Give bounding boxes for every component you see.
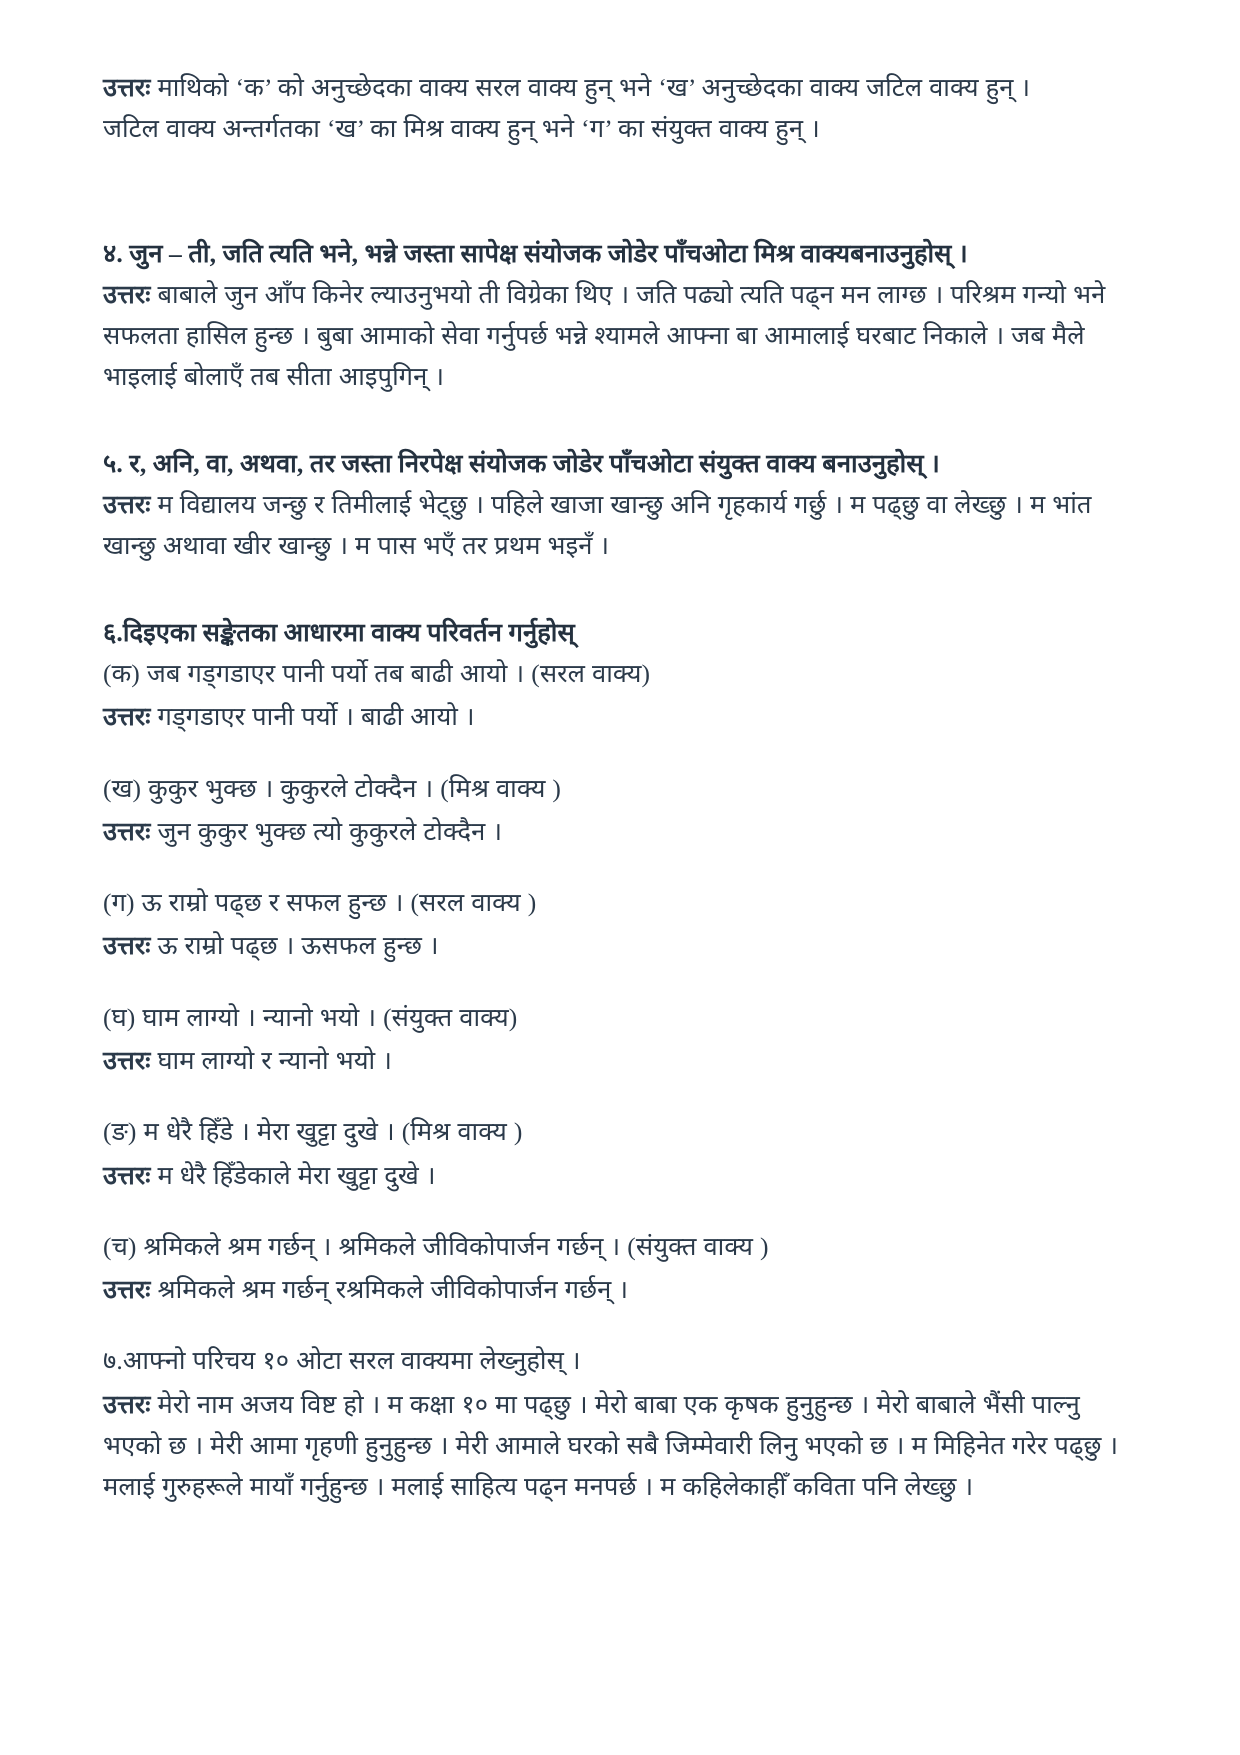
question-6-answer-text-gha: घाम लाग्यो र न्यानो भयो । — [150, 1046, 393, 1075]
intro-answer-line-1 — [103, 67, 1132, 108]
question-6-answer-text-ka: गड्गडाएर पानी पर्यो । बाढी आयो । — [150, 702, 475, 732]
question-6-heading: ६.दिइएका सङ्केतका आधारमा वाक्य परिवर्तन गर्नुहोस् — [103, 617, 575, 647]
question-6-answer-ka — [103, 696, 1132, 737]
question-4-answer-text: बाबाले जुन आँप किनेर ल्याउनुभयो ती विग्रेका थिए । जति पढ्यो त्यति पढ्न मन लाग्छ । परिश्रम गन्यो भने सफलता हासिल हुन्छ । बुबा आमाको सेवा गर्नुपर्छ भन्ने श्यामले आफ्ना बा आमालाई घरबाट निकाले । जब मैले भाइलाई बोलाएँ तब सीता आइपुगिन् । — [103, 279, 1106, 392]
spacer — [103, 1196, 1132, 1226]
question-5-answer — [103, 484, 1132, 567]
spacer — [103, 738, 1132, 768]
question-6-answer-ga — [103, 925, 1132, 966]
answer-lead-label: उत्तरः — [103, 816, 151, 846]
intro-answer-text-1: माथिको ‘क’ को अनुच्छेदका वाक्य सरल वाक्य हुन् भने ‘ख’ अनुच्छेदका वाक्य जटिल वाक्य हुन् । — [150, 73, 1031, 102]
question-6-item-cha — [103, 1226, 1132, 1311]
question-6-answer-nga — [103, 1155, 1132, 1196]
spacer — [103, 150, 1132, 234]
question-6-answer-text-ga: ऊ राम्रो पढ्छ । ऊसफल हुन्छ । — [150, 931, 439, 961]
question-4-heading: ४. जुन – ती, जति त्यति भने, भन्ने जस्ता सापेक्ष संयोजक जोडेर पाँचओटा मिश्र वाक्यबनाउनुहोस् । — [103, 238, 968, 268]
question-6-prompt-ka: (क) जब गड्गडाएर पानी पर्यो तब बाढी आयो । (सरल वाक्य) — [103, 658, 651, 688]
question-6-answer-text-cha: श्रमिकले श्रम गर्छन् रश्रमिकले जीविकोपार्जन गर्छन् । — [150, 1275, 629, 1305]
spacer — [103, 852, 1132, 882]
question-6-item-gha — [103, 997, 1132, 1082]
question-7-heading: ७.आफ्नो परिचय १० ओटा सरल वाक्यमा लेख्नुहोस् । — [103, 1346, 581, 1376]
answer-lead-label: उत्तरः — [103, 73, 151, 102]
question-6-prompt-gha: (घ) घाम लाग्यो । न्यानो भयो । (संयुक्त वाक्य) — [103, 1002, 518, 1032]
spacer — [103, 1081, 1132, 1111]
question-6-prompt-kha: (ख) कुकुर भुक्छ । कुकुरले टोक्दैन । (मिश्र वाक्य ) — [103, 773, 562, 803]
answer-lead-label: उत्तरः — [103, 702, 151, 732]
intro-answer-line-2: जटिल वाक्य अन्तर्गतका ‘ख’ का मिश्र वाक्य हुन् भने ‘ग’ का संयुक्त वाक्य हुन् । — [103, 114, 820, 144]
question-4-group — [103, 234, 1132, 398]
question-6-answer-text-nga: म धेरै हिँडेकाले मेरा खुट्टा दुखे । — [150, 1160, 436, 1190]
question-7-group — [103, 1340, 1132, 1507]
answer-lead-label: उत्तरः — [103, 1389, 151, 1419]
question-6-item-nga — [103, 1111, 1132, 1196]
question-6-prompt-nga: (ङ) म धेरै हिँडे । मेरा खुट्टा दुखे । (मिश्र वाक्य ) — [103, 1117, 523, 1147]
question-6-prompt-ga: (ग) ऊ राम्रो पढ्छ र सफल हुन्छ । (सरल वाक्य ) — [103, 888, 537, 918]
answer-lead-label: उत्तरः — [103, 1046, 151, 1075]
spacer — [103, 567, 1132, 613]
spacer — [103, 398, 1132, 444]
spacer — [103, 967, 1132, 997]
question-5-heading: ५. र, अनि, वा, अथवा, तर जस्ता निरपेक्ष संयोजक जोडेर पाँचओटा संयुक्त वाक्य बनाउनुहोस् । — [103, 448, 940, 478]
question-6-answer-text-kha: जुन कुकुर भुक्छ त्यो कुकुरले टोक्दैन । — [150, 816, 503, 846]
question-6-item-ka — [103, 653, 1132, 738]
question-5-group — [103, 444, 1132, 567]
question-6-prompt-cha: (च) श्रमिकले श्रम गर्छन् । श्रमिकले जीविकोपार्जन गर्छन् । (संयुक्त वाक्य ) — [103, 1231, 769, 1261]
question-5-answer-text: म विद्यालय जन्छु र तिमीलाई भेट्छु । पहिले खाजा खान्छु अनि गृहकार्य गर्छु । म पढ्छु वा लेख्छु । म भांत खान्छु अथावा खीर खान्छु । म पास भएँ तर प्रथम भइनँ । — [103, 490, 1092, 561]
intro-answer-block — [103, 67, 1132, 150]
answer-lead-label: उत्तरः — [103, 279, 151, 309]
question-6-answer-cha — [103, 1269, 1132, 1310]
answer-lead-label: उत्तरः — [103, 1275, 151, 1305]
question-6-item-ga — [103, 882, 1132, 967]
question-6-answer-kha — [103, 811, 1132, 852]
answer-lead-label: उत्तरः — [103, 931, 151, 961]
question-7-answer-text: मेरो नाम अजय विष्ट हो । म कक्षा १० मा पढ्छु । मेरो बाबा एक कृषक हुनुहुन्छ । मेरो बाबाले भैंसी पाल्नु भएको छ । मेरी आमा गृहणी हुनुहुन्छ । मेरी आमाले घरको सबै जिम्मेवारी लिनु भएको छ । म मिहिनेत गरेर पढ्छु । मलाई गुरुहरूले मायाँ गर्नुहुन्छ । मलाई साहित्य पढ्न मनपर्छ । म कहिलेकाहीँ कविता पनि लेख्छु । — [103, 1389, 1119, 1502]
question-6-group — [103, 613, 1132, 1311]
spacer — [103, 1310, 1132, 1340]
question-6-item-kha — [103, 768, 1132, 853]
question-4-answer — [103, 274, 1132, 398]
question-7-answer — [103, 1384, 1132, 1508]
answer-lead-label: उत्तरः — [103, 1160, 151, 1190]
answer-lead-label: उत्तरः — [103, 490, 151, 520]
question-6-answer-gha — [103, 1040, 1132, 1081]
